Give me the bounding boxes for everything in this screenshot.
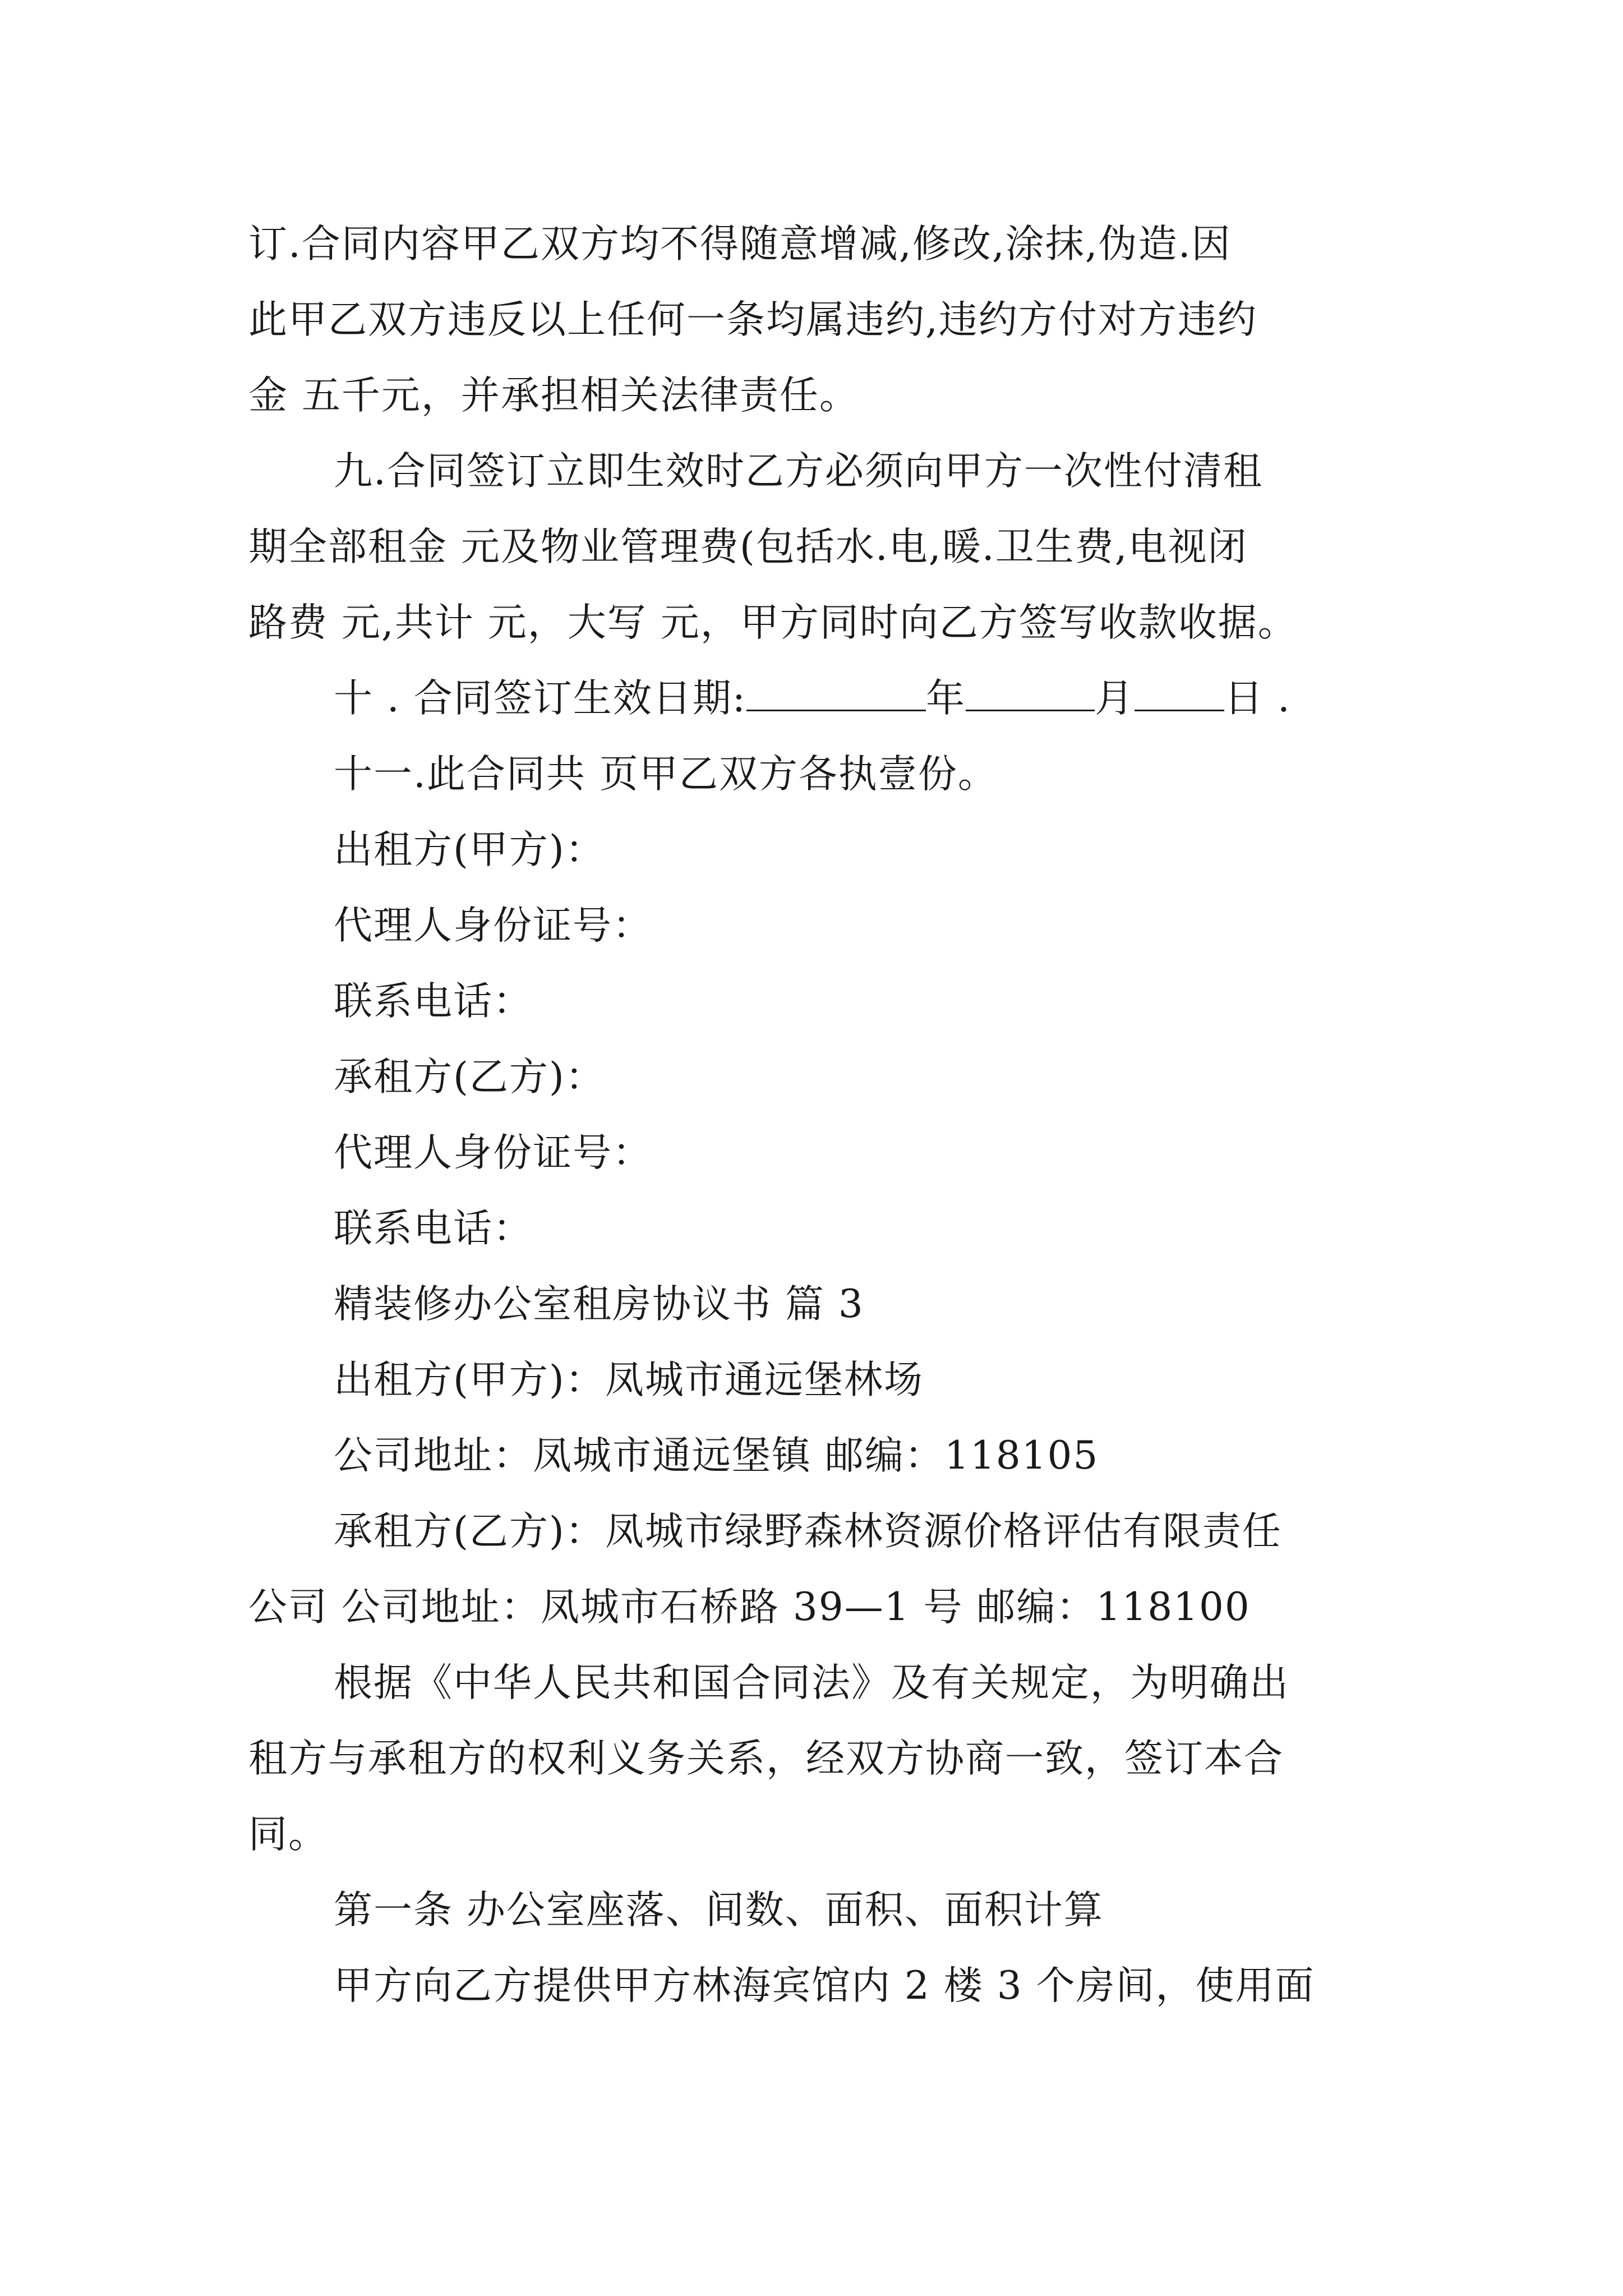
text-line: 出租方(甲方)： (334, 827, 605, 872)
section-heading: 精装修办公室租房协议书 篇 3 (334, 1282, 864, 1327)
day-label: 日 . (1224, 676, 1291, 721)
text-line: 此甲乙双方违反以上任何一条均属违约,违约方付对方违约 (248, 297, 1257, 342)
year-blank (746, 675, 926, 711)
text-line: 租方与承租方的权利义务关系，经双方协商一致，签订本合 (248, 1736, 1284, 1781)
text-line: 金 五千元，并承担相关法律责任。 (248, 373, 859, 418)
text-line: 根据《中华人民共和国合同法》及有关规定，为明确出 (334, 1660, 1289, 1705)
text-line: 承租方(乙方)： (334, 1055, 605, 1099)
text-line: 十一.此合同共 页甲乙双方各执壹份。 (334, 752, 998, 797)
article-heading: 第一条 办公室座落、间数、面积、面积计算 (334, 1888, 1104, 1932)
text-line: 路费 元,共计 元，大写 元，甲方同时向乙方签写收款收据。 (248, 600, 1298, 645)
text-line: 期全部租金 元及物业管理费(包括水.电,暖.卫生费,电视闭 (248, 524, 1248, 569)
text-line: 联系电话： (334, 979, 533, 1024)
text-line: 订.合同内容甲乙双方均不得随意增减,修改,涂抹,伪造.因 (248, 222, 1232, 266)
text-line: 甲方向乙方提供甲方林海宾馆内 2 楼 3 个房间，使用面 (334, 1963, 1315, 2008)
year-label: 年 (926, 676, 966, 721)
text-line: 九.合同签订立即生效时乙方必须向甲方一次性付清租 (334, 449, 1263, 494)
effective-date-line (334, 673, 1291, 724)
text-line: 公司地址：凤城市通远堡镇 邮编：118105 (334, 1433, 1099, 1478)
text-line: 承租方(乙方)：凤城市绿野森林资源价格评估有限责任 (334, 1509, 1282, 1554)
month-label: 月 (1095, 676, 1135, 721)
text-line: 联系电话： (334, 1206, 533, 1251)
text-line: 出租方(甲方)：凤城市通远堡林场 (334, 1358, 924, 1402)
effective-date-label: 十 . 合同签订生效日期: (334, 676, 747, 721)
text-line: 代理人身份证号： (334, 1130, 652, 1175)
text-line: 代理人身份证号： (334, 903, 652, 948)
text-line: 同。 (248, 1812, 328, 1857)
text-line: 公司 公司地址：凤城市石桥路 39—1 号 邮编：118100 (248, 1585, 1251, 1630)
day-blank (1135, 675, 1224, 711)
month-blank (966, 675, 1095, 711)
